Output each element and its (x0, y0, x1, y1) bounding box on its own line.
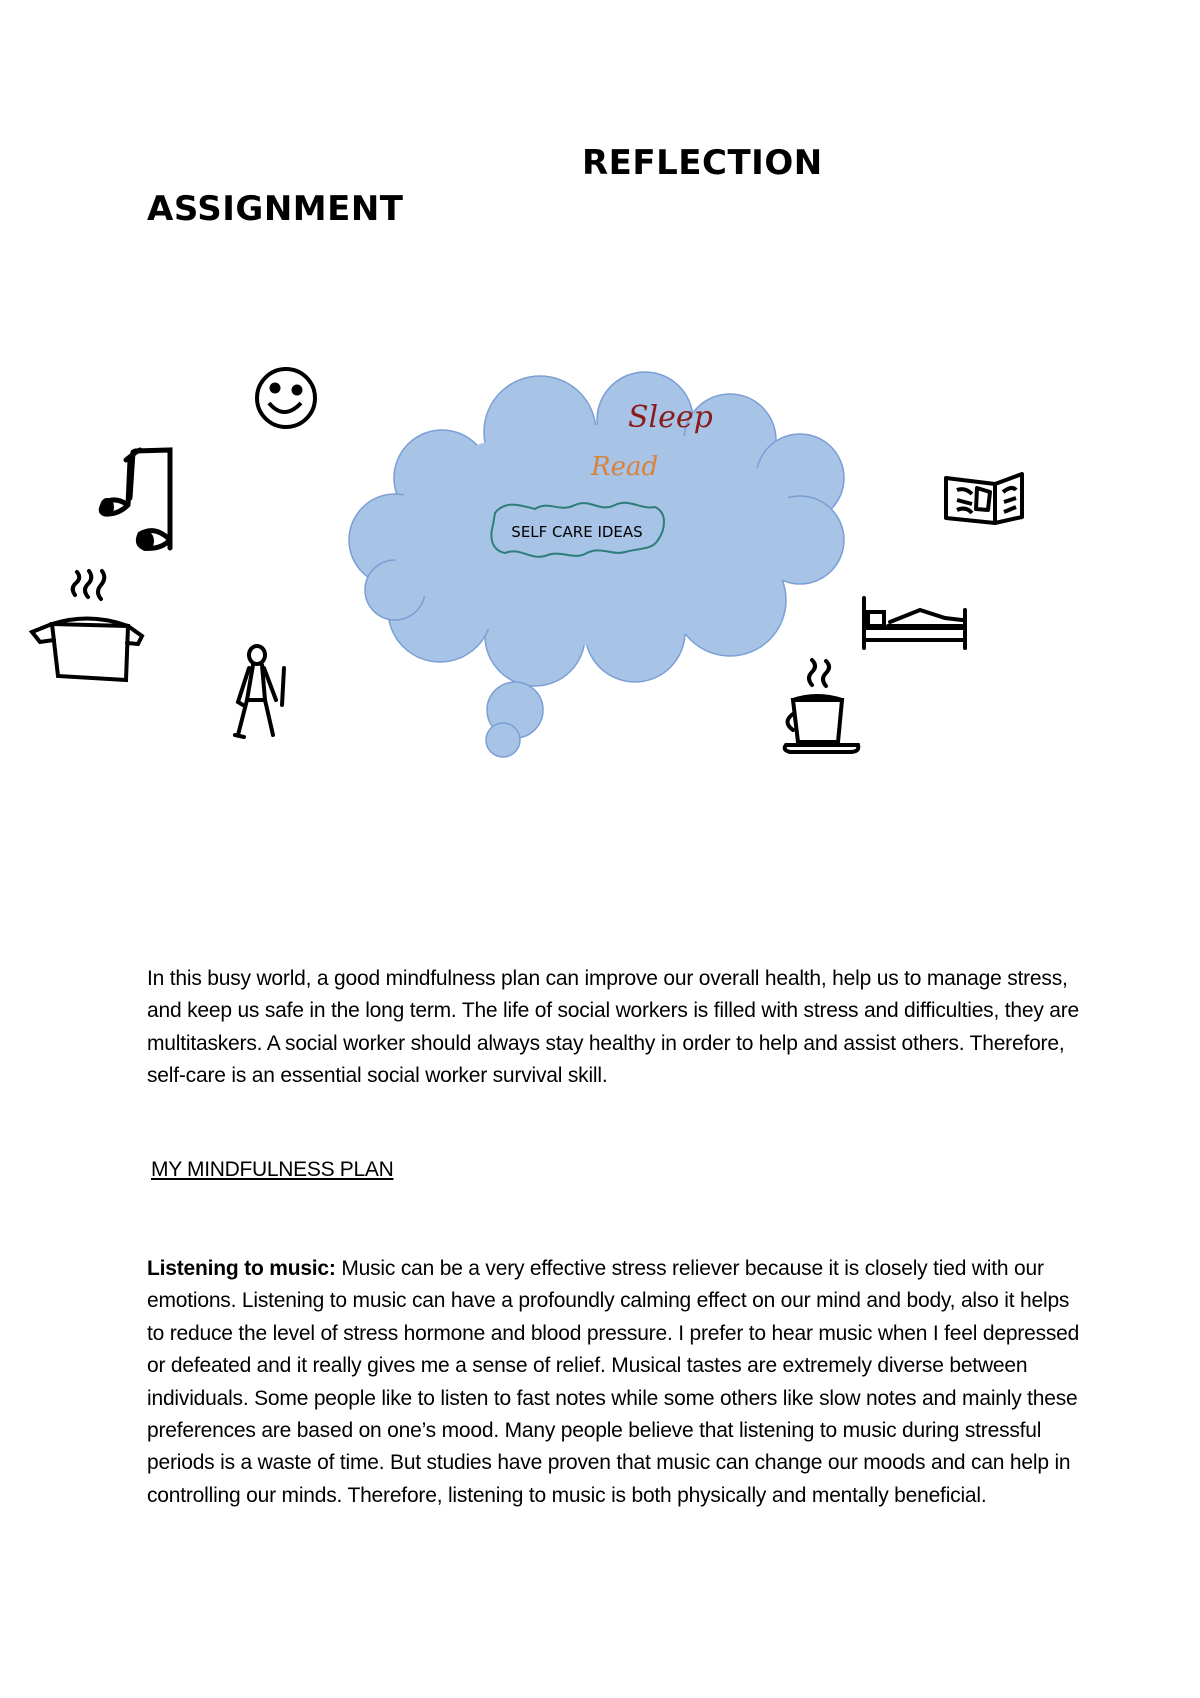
title-assignment: ASSIGNMENT (147, 189, 404, 229)
music-lead: Listening to music: (147, 1257, 336, 1280)
music-paragraph (147, 1253, 1087, 1512)
word-read: Read (591, 452, 659, 482)
title-reflection: REFLECTION (582, 143, 823, 183)
word-sleep: Sleep (628, 400, 713, 435)
intro-paragraph: In this busy world, a good mindfulness plan can improve our overall health, help us to manage stress, and keep us safe in the long term. The life of social workers is filled with stress and difficulties, they are multitaskers. A social worker should always stay healthy in order to help and assist others. Therefore, self-care is an essential social worker survival skill. (147, 967, 1080, 1088)
self-care-diagram (0, 340, 1200, 780)
center-label: SELF CARE IDEAS (511, 523, 643, 541)
section-heading: MY MINDFULNESS PLAN (151, 1158, 394, 1181)
cooking-pot-icon (32, 571, 142, 680)
thought-cloud (349, 372, 844, 757)
music-text: Music can be a very effective stress reliever because it is closely tied with our emotions. Listening to music can have a profoundly calming effect on our mind and body, also it helps to reduce the level of stress hormone and blood pressure. I prefer to hear music when I feel depressed or defeated and it really gives me a sense of relief. Musical tastes are extremely diverse between individuals. Some people like to listen to fast notes while some others like slow notes and mainly these preferences are based on one’s mood. Many people believe that listening to music during stressful periods is a waste of time. But studies have proven that music can change our moods and can help in controlling our minds. Therefore, listening to music is both physically and mentally beneficial. (147, 1257, 1080, 1507)
open-book-icon (946, 474, 1022, 523)
smiley-icon (257, 369, 315, 427)
music-note-icon (101, 450, 170, 548)
coffee-cup-icon (785, 660, 859, 752)
bed-icon (864, 598, 965, 648)
walking-person-icon (235, 646, 284, 737)
